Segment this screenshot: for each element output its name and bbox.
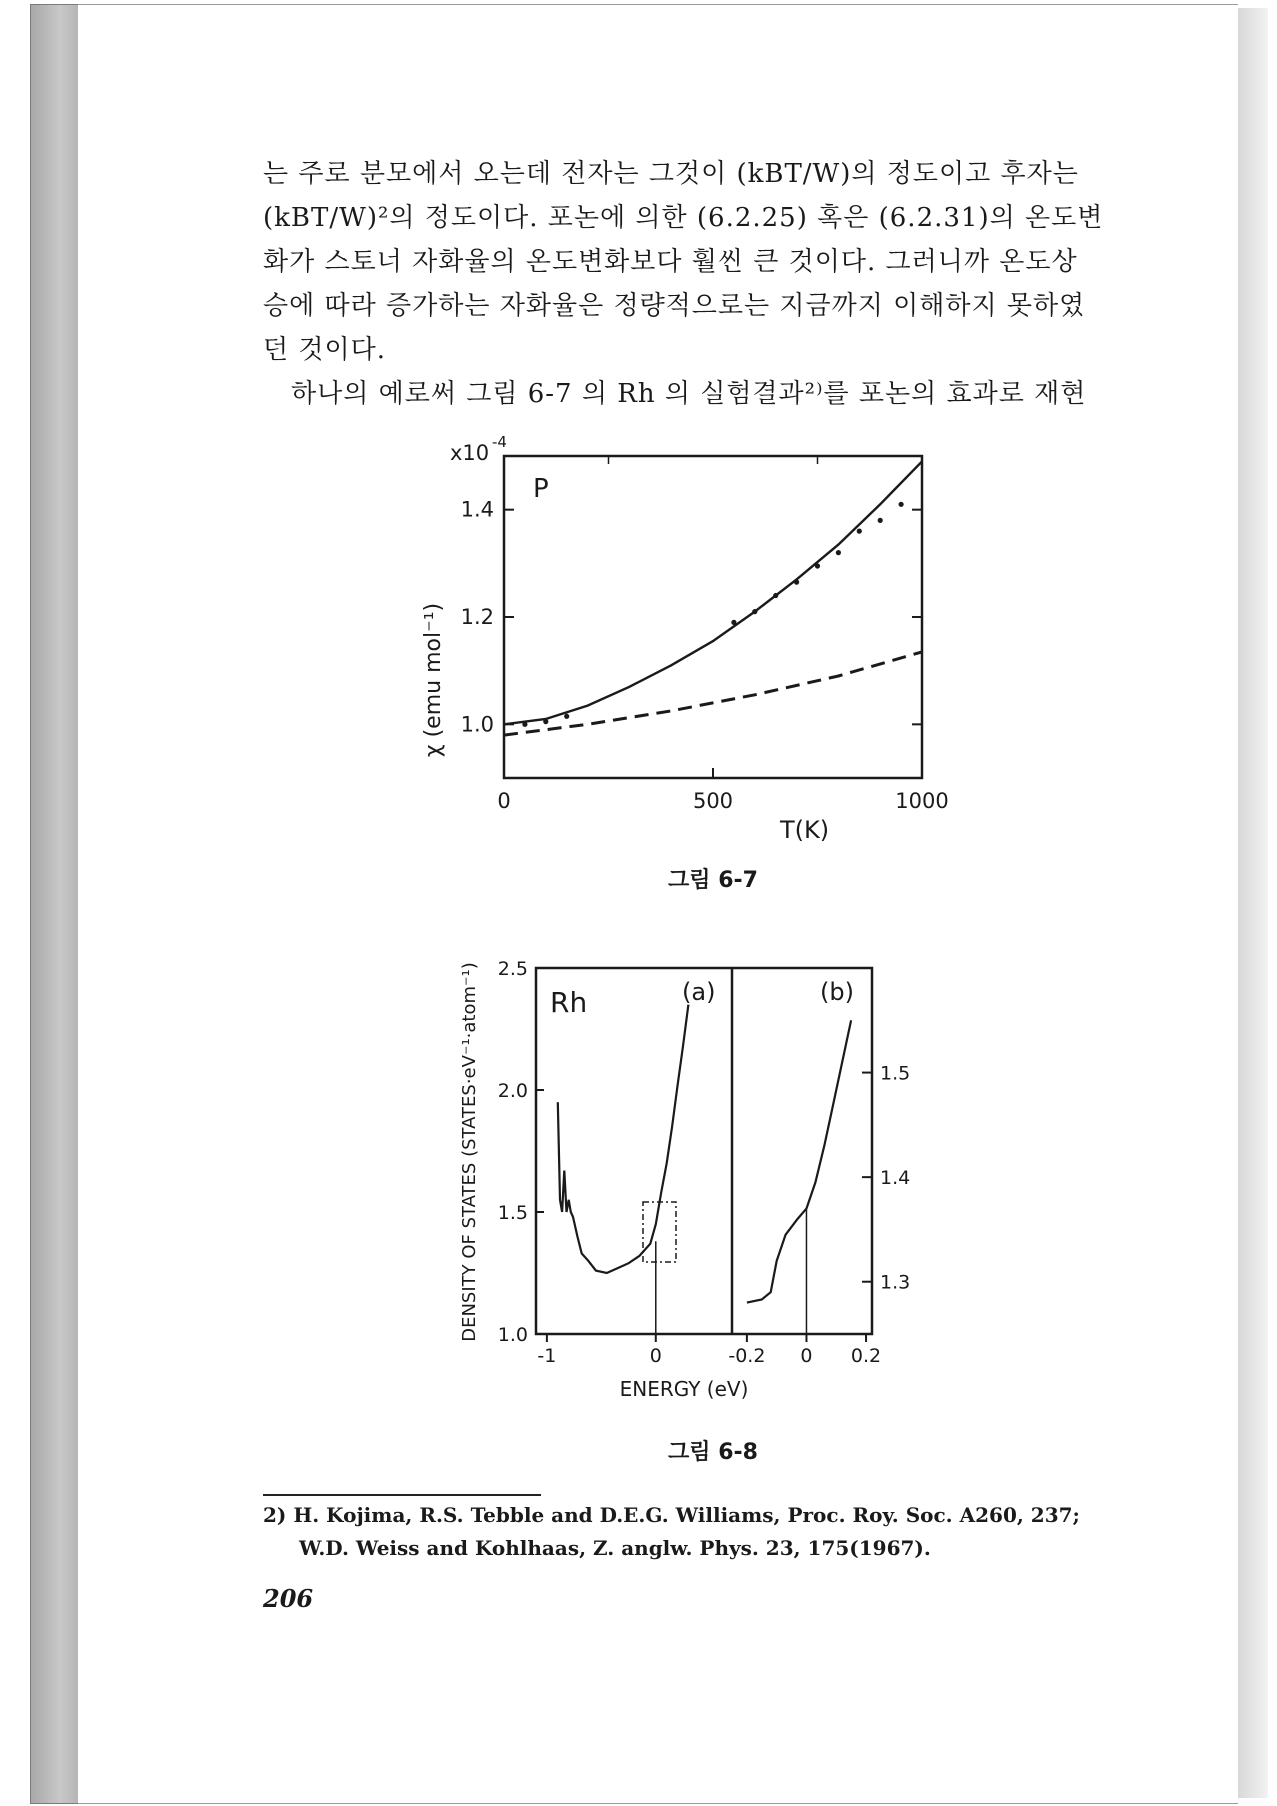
fig2-b-dos-curve — [747, 1020, 851, 1302]
fig1-experiment-point — [731, 620, 736, 625]
fig2-b-xtick-label: -0.2 — [728, 1345, 766, 1367]
fig1-series — [504, 461, 922, 735]
fig1-panel-label: P — [533, 474, 549, 504]
fig2-left-ytick-label: 2.5 — [497, 958, 528, 980]
fig1-xlabel: T(K) — [780, 816, 830, 844]
fig1-experiment-point — [752, 609, 757, 614]
fig1-experiment-point — [794, 580, 799, 585]
page-shadow — [1238, 8, 1268, 1798]
fig1-ylabel: χ (emu mol⁻¹) — [421, 602, 446, 758]
footnote-rule — [263, 1494, 541, 1496]
fig2-b-xtick-label: 0.2 — [850, 1345, 882, 1367]
body-line-3: 화가 스토너 자화율의 온도변화보다 훨씬 큰 것이다. 그러니까 온도상 — [263, 247, 1078, 277]
fig1-experiment-point — [878, 518, 883, 523]
fig2-left-ytick-label: 2.0 — [497, 1080, 528, 1102]
fig2-panel-a-label: (a) — [682, 978, 716, 1006]
fig2-a-dos-curve — [558, 1005, 689, 1273]
body-line-2: (kBT/W)²의 정도이다. 포논에 의한 (6.2.25) 혹은 (6.2.31)의 온도변 — [263, 203, 1104, 233]
fig1-experiment-point — [899, 502, 904, 507]
fig1-dashed-curve — [504, 652, 922, 735]
fig1-ytick-label: 1.0 — [460, 712, 494, 737]
footnote — [263, 1499, 1163, 1565]
fig1-ytick-label: 1.2 — [460, 605, 494, 629]
fig2-b-xtick-label: 0 — [800, 1345, 813, 1367]
figure-6-7-chart — [380, 430, 960, 850]
fig2-ylabel: DENSITY OF STATES (STATES·eV⁻¹·atom⁻¹) — [459, 962, 480, 1342]
fig1-experiment-point — [564, 714, 569, 719]
page-number: 206 — [263, 1584, 314, 1613]
figure-6-8-chart — [430, 940, 911, 1410]
fig2-plot-frame — [536, 968, 872, 1334]
fig1-experiment-point — [857, 529, 862, 534]
fig2-zoom-box — [643, 1202, 676, 1262]
fig1-scale-exp: -4 — [492, 433, 507, 451]
fig2-right-ytick-label: 1.3 — [880, 1271, 911, 1294]
fig2-left-ytick-label: 1.0 — [497, 1324, 528, 1346]
figure-6-7-caption: 그림 6-7 — [668, 868, 758, 893]
fig1-experiment-point — [543, 719, 548, 724]
fig2-panel-b-label: (b) — [820, 978, 854, 1006]
footnote-line-1: 2) H. Kojima, R.S. Tebble and D.E.G. Williams, Proc. Roy. Soc. A260, 237; — [263, 1503, 1080, 1527]
figure-6-8-caption: 그림 6-8 — [668, 1440, 758, 1465]
fig2-a-xtick-label: -1 — [537, 1345, 557, 1367]
body-line-6: 하나의 예로써 그림 6-7 의 Rh 의 실험결과²⁾를 포논의 효과로 재현 — [291, 379, 1087, 409]
fig1-ytick-label: 1.4 — [460, 497, 494, 522]
fig1-xtick-label: 0 — [497, 789, 511, 813]
fig1-plot-frame — [504, 456, 922, 778]
footnote-line-2: W.D. Weiss and Kohlhaas, Z. anglw. Phys. 23, 175(1967). — [299, 1536, 931, 1560]
book-spine-edge — [30, 4, 80, 1804]
fig2-a-xtick-label: 0 — [649, 1345, 662, 1367]
fig1-solid-curve — [504, 461, 922, 724]
fig2-right-ytick-label: 1.4 — [880, 1167, 911, 1190]
body-line-5: 던 것이다. — [263, 335, 386, 365]
fig1-xtick-label: 1000 — [895, 789, 949, 813]
fig1-xtick-label: 500 — [692, 789, 734, 813]
fig2-element-label: Rh — [550, 986, 588, 1019]
fig2-left-ytick-label: 1.5 — [497, 1202, 528, 1224]
fig1-experiment-point — [773, 593, 778, 598]
body-line-1: 는 주로 분모에서 오는데 전자는 그것이 (kBT/W)의 정도이고 후자는 — [263, 159, 1079, 189]
fig1-experiment-point — [522, 722, 527, 727]
fig1-scale-label: x10 — [450, 441, 490, 465]
body-text — [263, 152, 1143, 416]
body-line-4: 승에 따라 증가하는 자화율은 정량적으로는 지금까지 이해하지 못하였 — [263, 291, 1086, 321]
fig2-right-ytick-label: 1.5 — [880, 1062, 911, 1085]
fig1-experiment-point — [836, 550, 841, 555]
fig2-xlabel: ENERGY (eV) — [619, 1377, 749, 1401]
fig1-experiment-point — [815, 563, 820, 568]
